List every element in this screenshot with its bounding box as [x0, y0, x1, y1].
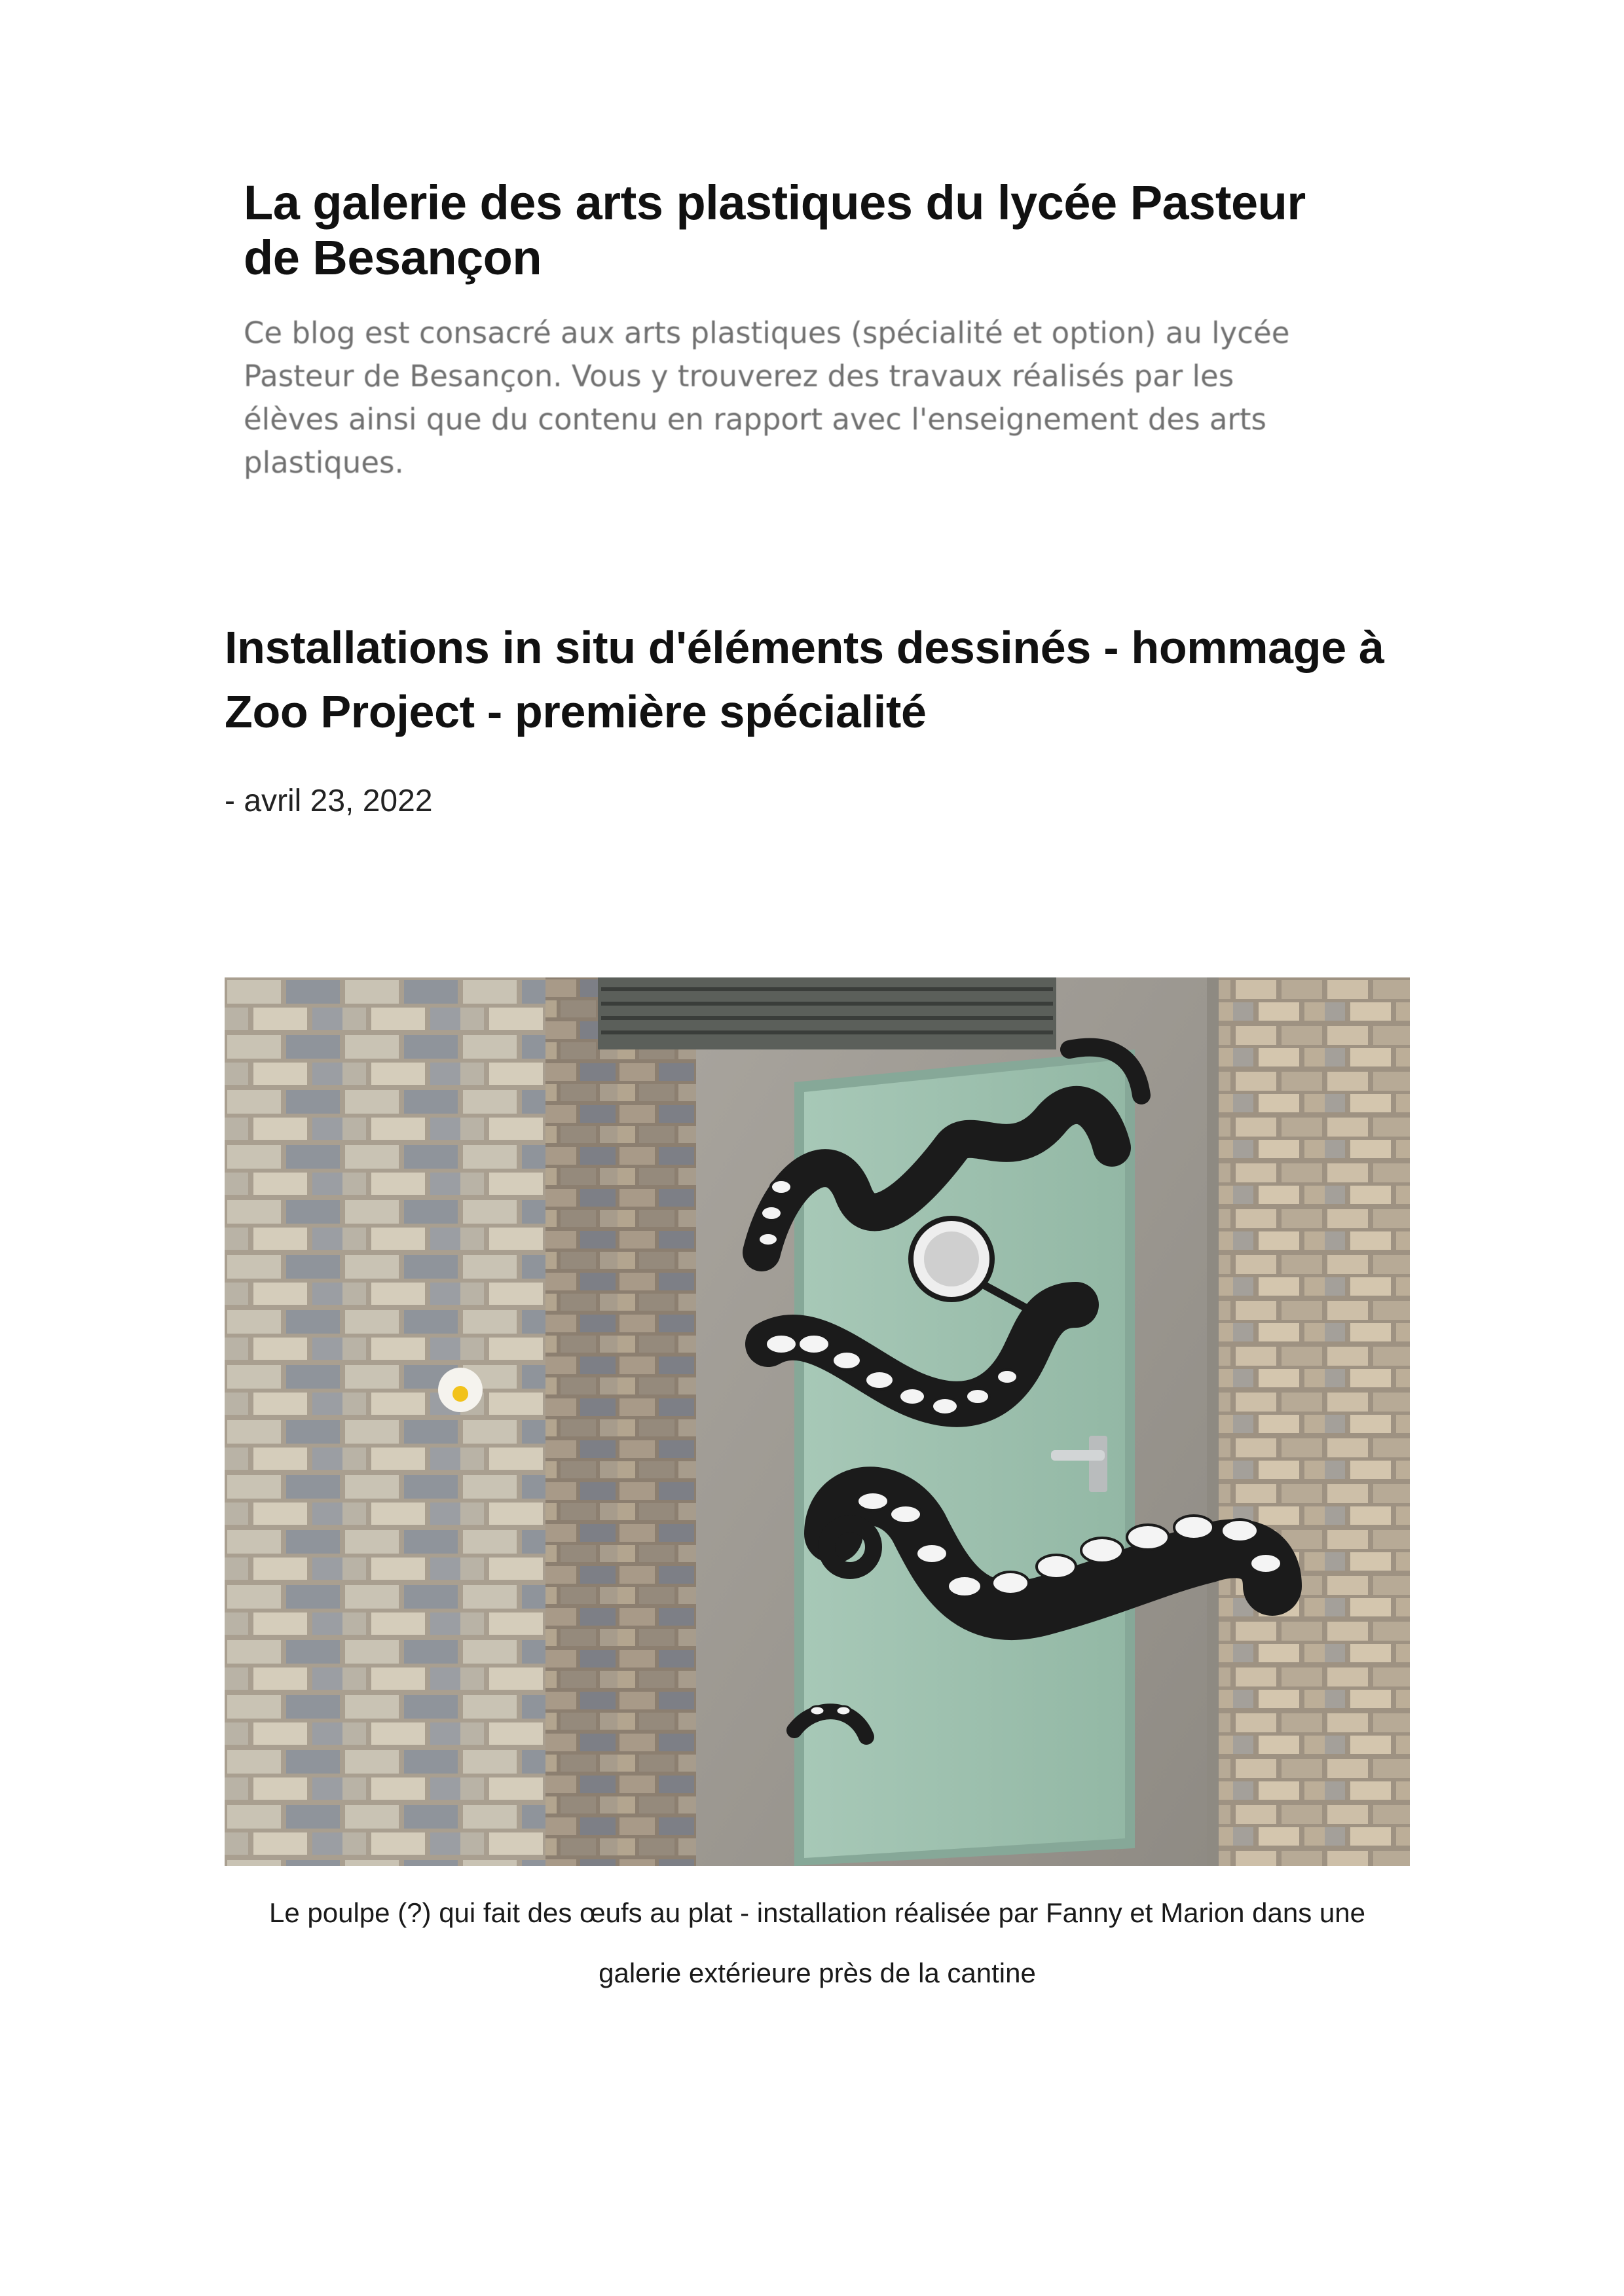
- image-caption: Le poulpe (?) qui fait des œufs au plat - installation réalisée par Fanny et Marion dans une galerie extérieure près de la cantine: [269, 1897, 1365, 1988]
- blog-description: Ce blog est consacré aux arts plastiques (spécialité et option) au lycée Pasteur de Besançon. Vous y trouverez des travaux réalisés par les élèves ainsi que du contenu en rapport avec l'enseignement des arts plastiques.: [244, 316, 1290, 480]
- post-image[interactable]: [225, 977, 1410, 1866]
- blog-title[interactable]: La galerie des arts plastiques du lycée Pasteur de Besançon: [244, 175, 1306, 285]
- blog-header: [244, 175, 1357, 484]
- blog-post: [225, 615, 1410, 821]
- post-date[interactable]: - avril 23, 2022: [225, 784, 433, 818]
- octopus-installation-photo: [225, 977, 1410, 1866]
- post-title[interactable]: Installations in situ d'éléments dessinés - hommage à Zoo Project - première spécialité: [225, 622, 1384, 737]
